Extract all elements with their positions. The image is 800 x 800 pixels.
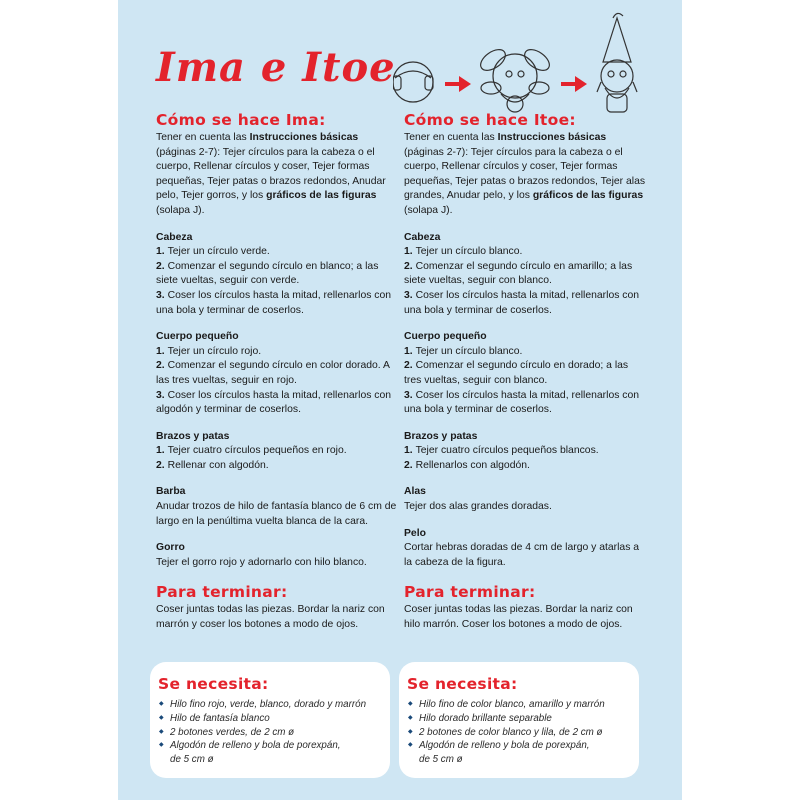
section-text: Tejer el gorro rojo y adornarlo con hilo blanco. <box>156 556 367 568</box>
intro-text: Tener en cuenta las <box>404 132 498 143</box>
step: 2. Comenzar el segundo círculo en color dorado. A las tres vueltas, seguir en rojo. <box>156 360 390 386</box>
itoe-cuerpo-section <box>404 330 646 418</box>
ima-column <box>156 110 398 633</box>
needs-item: ◆ Hilo fino rojo, verde, blanco, dorado y marrón <box>158 698 382 712</box>
ima-brazos-section <box>156 430 398 474</box>
needs-item: ◆ Algodón de relleno y bola de porexpán, <box>407 739 631 753</box>
finish-heading: Para terminar: <box>404 583 536 602</box>
step: 1. Tejer un círculo blanco. <box>404 246 523 258</box>
section-title: Pelo <box>404 527 426 539</box>
needs-item: ◆ 2 botones de color blanco y lila, de 2 cm ø <box>407 726 631 740</box>
finish-text: Coser juntas todas las piezas. Bordar la nariz con hilo marrón. Coser los botones a modo de ojos. <box>404 604 633 631</box>
page-sheet <box>118 0 682 800</box>
step: 3. Coser los círculos hasta la mitad, rellenarlos con una bola y terminar de coserlos. <box>404 389 640 416</box>
itoe-finish <box>404 582 646 632</box>
step: 2. Rellenar con algodón. <box>156 459 269 471</box>
itoe-pelo-section <box>404 527 646 571</box>
step: 2. Rellenarlos con algodón. <box>404 459 530 471</box>
step: 1. Tejer cuatro círculos pequeños en rojo. <box>156 445 347 457</box>
section-title: Cuerpo pequeño <box>404 331 487 343</box>
ima-needs-box <box>150 662 390 778</box>
section-title: Cuerpo pequeño <box>156 331 239 343</box>
intro-text: (páginas 2-7): Tejer círculos para la cabeza o el cuerpo, Rellenar círculos y coser, Tejer formas pequeñas, Tejer patas o brazos redondos, Anudar pelo, Tejer gorros, y los <box>156 146 386 202</box>
itoe-needs-box <box>399 662 639 778</box>
needs-list <box>158 698 382 767</box>
ima-cuerpo-section <box>156 330 398 418</box>
intro-text: (páginas 2-7): Tejer círculos para la cabeza o el cuerpo, Rellenar círculos y coser, Tejer formas pequeñas, Tejer patas o brazos redondos, Tejer alas grandes, Anudar pelo, y los <box>404 146 646 202</box>
itoe-alas-section <box>404 485 646 514</box>
needs-heading: Se necesita: <box>158 675 269 693</box>
ima-heading: Cómo se hace Ima: <box>156 111 326 129</box>
itoe-column <box>404 110 646 633</box>
needs-item: ◆ Hilo dorado brillante separable <box>407 712 631 726</box>
needs-item: ◆ Hilo de fantasía blanco <box>158 712 382 726</box>
ima-intro <box>156 131 398 219</box>
section-title: Brazos y patas <box>404 430 478 442</box>
ima-gorro-section <box>156 541 398 570</box>
itoe-brazos-section <box>404 430 646 474</box>
step: 1. Tejer cuatro círculos pequeños blancos. <box>404 445 599 457</box>
step: 2. Comenzar el segundo círculo en blanco; a las siete vueltas, seguir con verde. <box>156 260 379 287</box>
step: 1. Tejer un círculo blanco. <box>404 345 523 357</box>
section-title: Gorro <box>156 542 185 554</box>
section-title: Cabeza <box>156 231 193 243</box>
itoe-cabeza-section <box>404 231 646 319</box>
arrow-right-icon <box>561 76 587 92</box>
step: 1. Tejer un círculo verde. <box>156 246 270 258</box>
step: 3. Coser los círculos hasta la mitad, rellenarlos con una bola y terminar de coserlos. <box>156 289 392 316</box>
section-title: Barba <box>156 486 186 498</box>
head-sketch-icon <box>393 62 433 102</box>
itoe-figure-sketch-icon <box>597 13 637 112</box>
intro-bold: Instrucciones básicas <box>249 132 359 143</box>
intro-text: Tener en cuenta las <box>156 132 250 143</box>
illustration-row <box>393 10 653 120</box>
needs-list <box>407 698 631 767</box>
page-title: Ima e Itoe <box>156 44 396 91</box>
intro-bold: gráficos de las figuras <box>532 190 644 202</box>
section-text: Tejer dos alas grandes doradas. <box>404 501 552 513</box>
intro-text: (solapa J). <box>404 204 453 216</box>
finish-text: Coser juntas todas las piezas. Bordar la nariz con marrón y coser los botones a modo de ojos. <box>156 604 385 631</box>
ima-figure-sketch-icon <box>477 45 553 112</box>
step: 2. Comenzar el segundo círculo en amarillo; a las siete vueltas, seguir con blanco. <box>404 260 633 287</box>
itoe-intro <box>404 131 646 219</box>
step: 3. Coser los círculos hasta la mitad, rellenarlos con algodón y terminar de coserlos. <box>156 389 392 416</box>
intro-text: (solapa J). <box>156 204 205 216</box>
ima-finish <box>156 582 398 632</box>
needs-item: ◆ Hilo fino de color blanco, amarillo y marrón <box>407 698 631 712</box>
intro-bold: Instrucciones básicas <box>497 132 607 143</box>
needs-item: ◆ 2 botones verdes, de 2 cm ø <box>158 726 382 740</box>
intro-bold: gráficos de las figuras <box>266 190 377 202</box>
section-text: Anudar trozos de hilo de fantasía blanco de 6 cm de largo en la penúltima vuelta blanca de la cara. <box>156 501 397 527</box>
step: 3. Coser los círculos hasta la mitad, rellenarlos con una bola y terminar de coserlos. <box>404 289 640 316</box>
ima-barba-section <box>156 485 398 529</box>
step: 2. Comenzar el segundo círculo en dorado; a las tres vueltas, seguir con blanco. <box>404 360 629 386</box>
finish-heading: Para terminar: <box>156 583 288 602</box>
arrow-right-icon <box>445 76 471 92</box>
step: 1. Tejer un círculo rojo. <box>156 345 262 357</box>
ima-cabeza-section <box>156 231 398 319</box>
section-title: Cabeza <box>404 231 441 243</box>
section-text: Cortar hebras doradas de 4 cm de largo y atarlas a la cabeza de la figura. <box>404 542 640 568</box>
section-title: Brazos y patas <box>156 430 230 442</box>
needs-item: ◆ Algodón de relleno y bola de porexpán, <box>158 739 382 753</box>
needs-item: de 5 cm ø <box>419 754 463 766</box>
needs-item: de 5 cm ø <box>170 754 214 766</box>
itoe-heading: Cómo se hace Itoe: <box>404 111 576 129</box>
section-title: Alas <box>404 486 426 498</box>
needs-heading: Se necesita: <box>407 675 518 693</box>
